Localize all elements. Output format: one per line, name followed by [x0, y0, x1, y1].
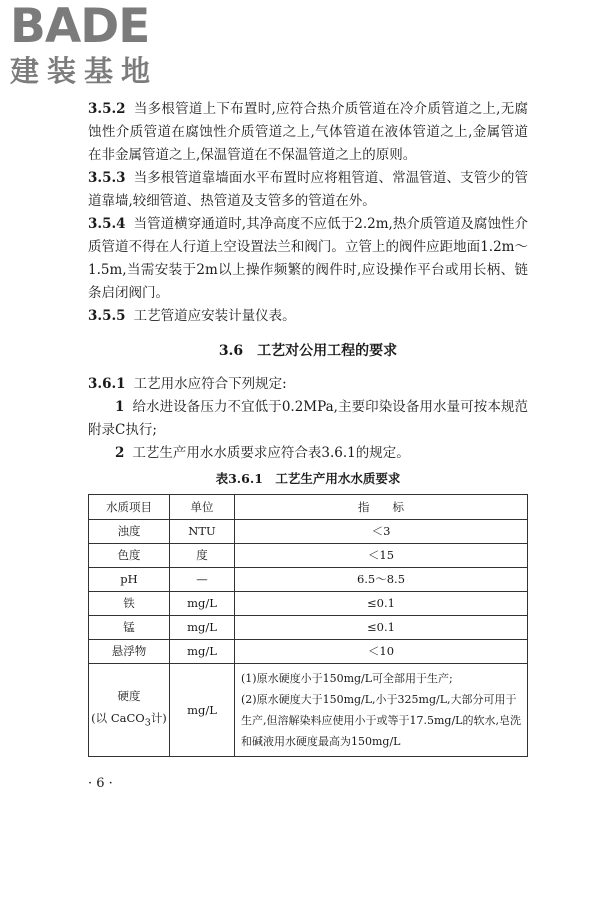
table-row [89, 616, 528, 640]
cell-item: pH [89, 568, 170, 592]
cell-item-hardness [89, 664, 170, 757]
cell-value: ＜15 [235, 544, 528, 568]
cell-value: ≤0.1 [235, 592, 528, 616]
hardness-note: (1)原水硬度小于150mg/L可全部用于生产; [241, 672, 453, 685]
clause-text: 当多根管道上下布置时,应符合热介质管道在冷介质管道之上,无腐蚀性介质管道在腐蚀性介质管道之上,气体管道在液体管道之上,金属管道在非金属管道之上,保温管道在不保温管道之上的原则。 [88, 101, 528, 163]
logo [10, 2, 158, 88]
page-number: · 6 · [88, 776, 113, 791]
clause-3-6-1 [88, 373, 528, 396]
cell-unit: mg/L [170, 664, 235, 757]
cell-item: 浊度 [89, 520, 170, 544]
cell-unit: mg/L [170, 616, 235, 640]
item-text: 工艺生产用水水质要求应符合表3.6.1的规定。 [132, 445, 410, 461]
cell-item: 锰 [89, 616, 170, 640]
cell-value: 6.5～8.5 [235, 568, 528, 592]
cell-unit: 度 [170, 544, 235, 568]
table-row [89, 544, 528, 568]
list-item [88, 396, 528, 442]
clause-3-5-2 [88, 98, 528, 167]
cell-value: ≤0.1 [235, 616, 528, 640]
table-row [89, 568, 528, 592]
clause-number: 3.5.5 [88, 308, 126, 324]
document-body [88, 98, 528, 757]
cell-unit: NTU [170, 520, 235, 544]
header-item: 水质项目 [89, 495, 170, 520]
logo-main-text: BADE [10, 0, 150, 54]
clause-text: 工艺管道应安装计量仪表。 [133, 308, 296, 324]
table-row [89, 640, 528, 664]
item-number: 2 [115, 445, 125, 461]
clause-3-5-5 [88, 305, 528, 328]
item-text: 给水进设备压力不宜低于0.2MPa,主要印染设备用水量可按本规范附录C执行; [88, 399, 528, 438]
item-number: 1 [115, 399, 125, 415]
clause-number: 3.6.1 [88, 376, 126, 392]
clause-number: 3.5.2 [88, 101, 126, 117]
clause-3-5-4 [88, 213, 528, 305]
cell-hardness-notes [235, 664, 528, 757]
cell-value: ＜3 [235, 520, 528, 544]
clause-3-5-3 [88, 167, 528, 213]
table-row [89, 520, 528, 544]
table-row-hardness [89, 664, 528, 757]
clause-text: 当多根管道靠墙面水平布置时应将粗管道、常温管道、支管少的管道靠墙,较细管道、热管道及支管多的管道在外。 [88, 170, 528, 209]
header-unit: 单位 [170, 495, 235, 520]
water-quality-table [88, 494, 528, 757]
cell-item: 色度 [89, 544, 170, 568]
cell-item: 铁 [89, 592, 170, 616]
hardness-basis: (以 CaCO$_3$计) [91, 711, 167, 729]
table-header-row [89, 495, 528, 520]
header-index: 指 标 [235, 495, 528, 520]
clause-number: 3.5.3 [88, 170, 126, 186]
table-row [89, 592, 528, 616]
clause-text: 工艺用水应符合下列规定: [133, 376, 287, 392]
cell-unit: mg/L [170, 640, 235, 664]
hardness-note: (2)原水硬度大于150mg/L,小于325mg/L,大部分可用于生产,但溶解染料应使用小于或等于17.5mg/L的软水,皂洗和碱液用水硬度最高为150mg/L [241, 693, 521, 748]
cell-unit: — [170, 568, 235, 592]
logo-sub-text: 建装基地 [10, 54, 159, 88]
cell-value: ＜10 [235, 640, 528, 664]
cell-unit: mg/L [170, 592, 235, 616]
cell-item: 悬浮物 [89, 640, 170, 664]
list-item [88, 442, 528, 465]
clause-number: 3.5.4 [88, 216, 126, 232]
section-title: 3.6 工艺对公用工程的要求 [218, 343, 398, 359]
table-title: 表3.6.1 工艺生产用水水质要求 [215, 471, 401, 486]
hardness-label: 硬度 [117, 689, 141, 704]
clause-text: 当管道横穿通道时,其净高度不应低于2.2m,热介质管道及腐蚀性介质管道不得在人行道上空设置法兰和阀门。立管上的阀件应距地面1.2m～1.5m,当需安装于2m以上操作频繁的阀件时,应设操作平台或用长柄、链条启闭阀门。 [88, 216, 528, 301]
